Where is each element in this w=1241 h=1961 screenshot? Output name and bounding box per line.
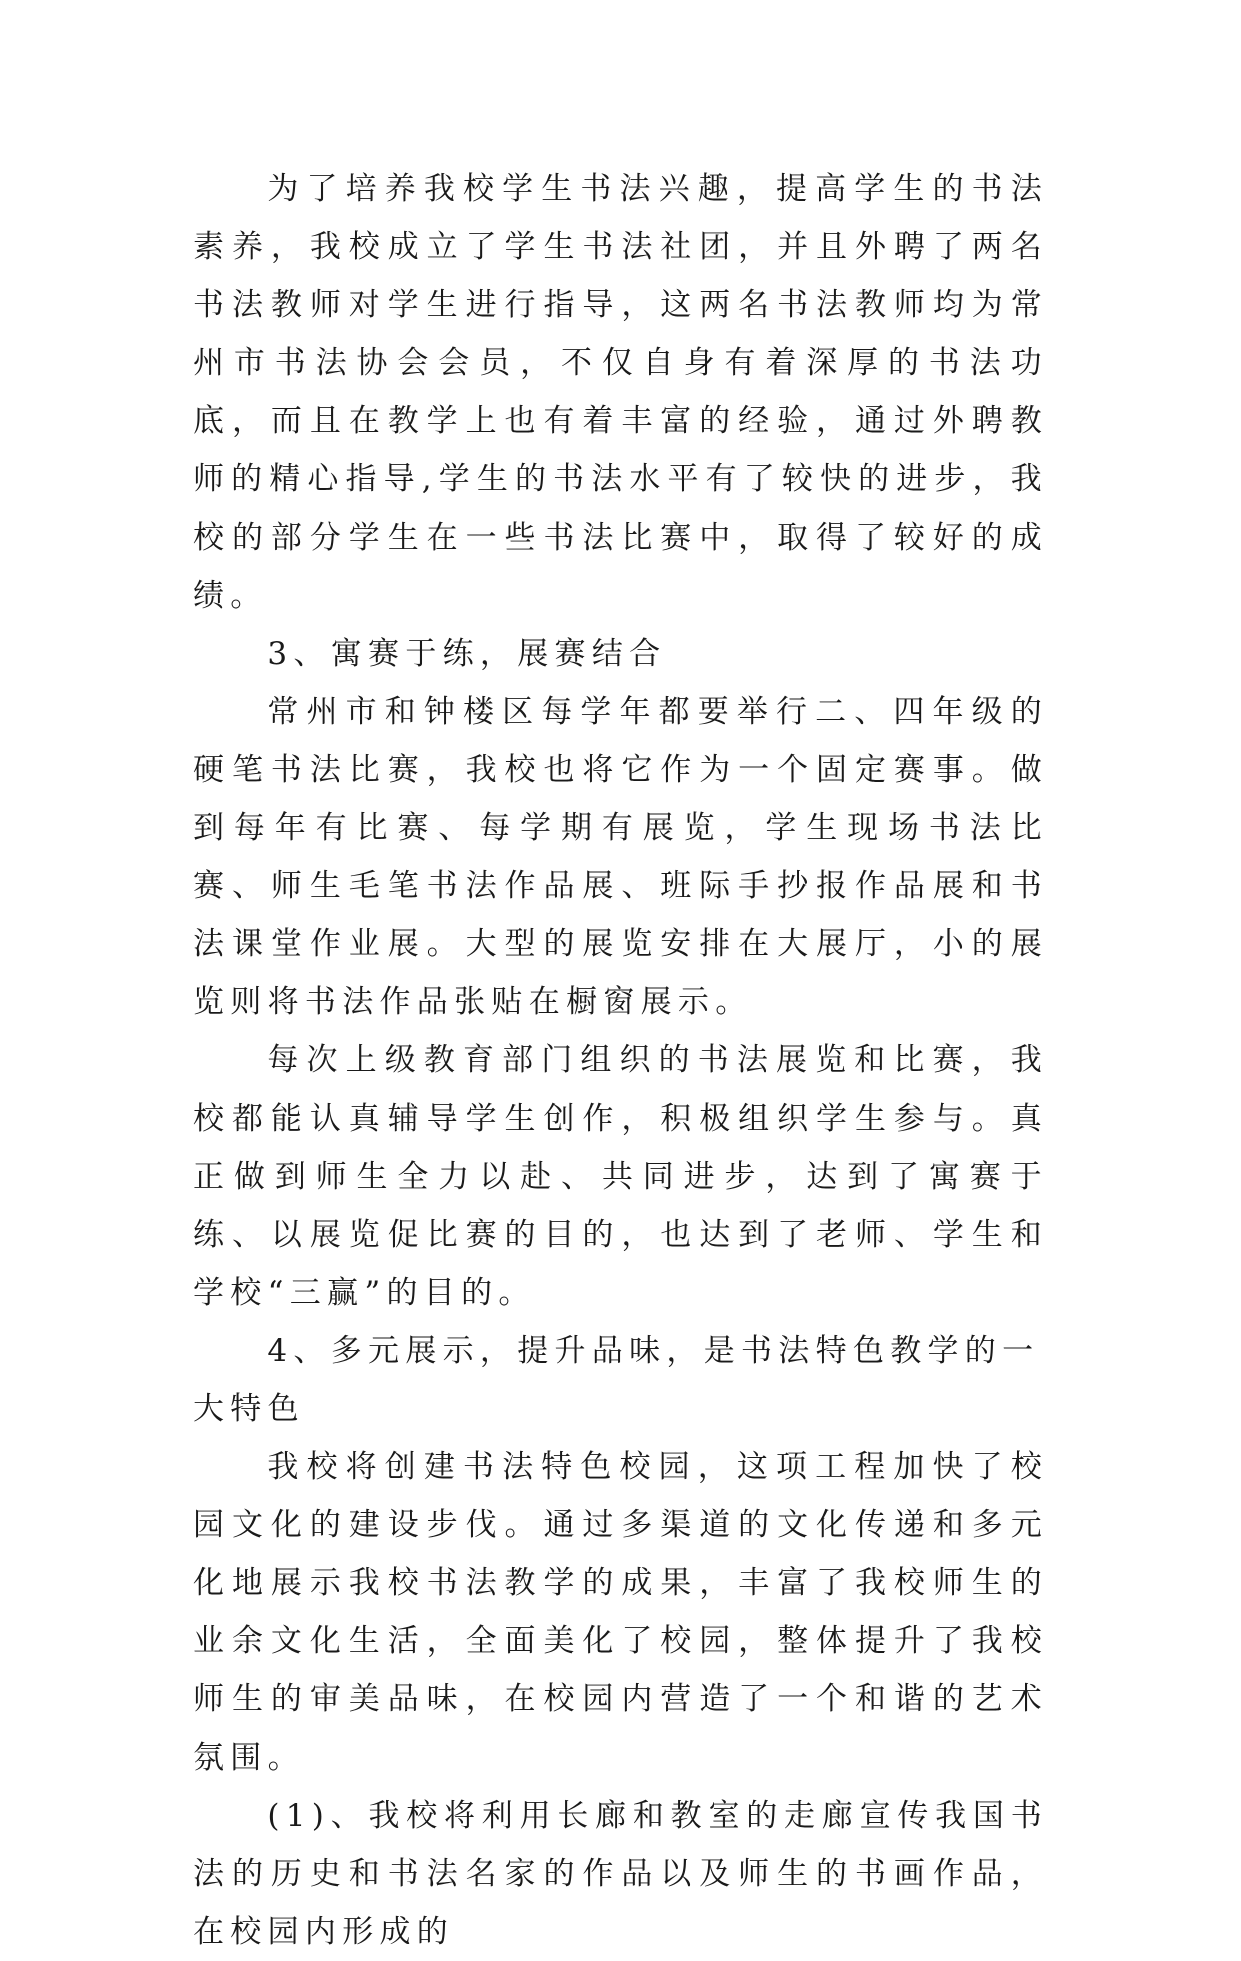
paragraph-corridor-display: (1)、我校将利用长廊和教室的走廊宣传我国书法的历史和书法名家的作品以及师生的书画作品，在校园内形成的 [193,1797,1048,1950]
paragraph-campus-culture: 我校将创建书法特色校园，这项工程加快了校园文化的建设步伐。通过多渠道的文化传递和多元化地展示我校书法教学的成果，丰富了我校师生的业余文化生活，全面美化了校园，整体提升了我校师生的审美品味，在校园内营造了一个和谐的艺术氛围。 [193,1449,1048,1776]
paragraph-calligraphy-club: 为了培养我校学生书法兴趣，提高学生的书法素养，我校成立了学生书法社团，并且外聘了两名书法教师对学生进行指导，这两名书法教师均为常州市书法协会会员，不仅自身有着深厚的书法功底，而且在教学上也有着丰富的经验，通过外聘教师的精心指导,学生的书法水平有了较快的进步，我校的部分学生在一些书法比赛中，取得了较好的成绩。 [193,171,1048,614]
document-body [193,160,1048,1961]
paragraph-competitions: 常州市和钟楼区每学年都要举行二、四年级的硬笔书法比赛，我校也将它作为一个固定赛事。做到每年有比赛、每学期有展览，学生现场书法比赛、师生毛笔书法作品展、班际手抄报作品展和书法课堂作业展。大型的展览安排在大展厅，小的展览则将书法作品张贴在橱窗展示。 [193,693,1048,1021]
paragraph-exhibitions: 每次上级教育部门组织的书法展览和比赛，我校都能认真辅导学生创作，积极组织学生参与。真正做到师生全力以赴、共同进步，达到了寓赛于练、以展览促比赛的目的，也达到了老师、学生和学校“三赢”的目的。 [193,1042,1048,1311]
section-heading-4: 4、多元展示，提升品味，是书法特色教学的一大特色 [193,1332,1040,1427]
section-heading-3: 3、寓赛于练，展赛结合 [267,635,667,672]
